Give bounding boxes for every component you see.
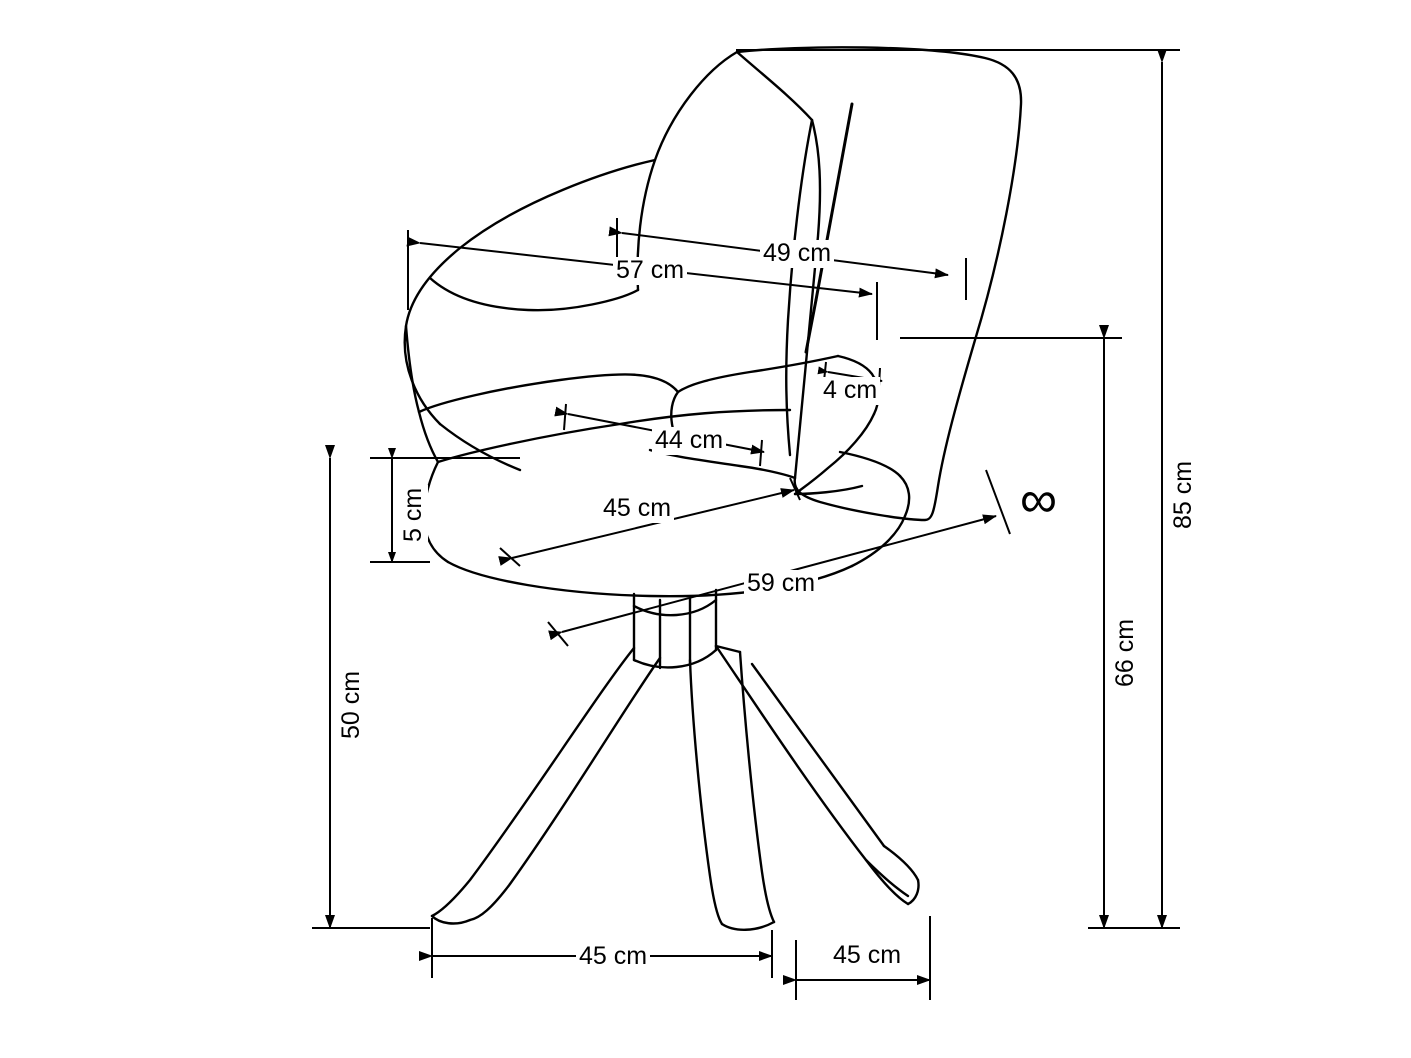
dim-label-4: 4 cm [820, 377, 880, 405]
dim-59-ext-right [986, 470, 1010, 534]
rotation-symbol-icon: ∞ [1020, 471, 1058, 529]
dim-label-59: 59 cm [744, 570, 818, 598]
dim-label-85: 85 cm [1170, 458, 1198, 532]
dim-44-ext-left [564, 404, 566, 430]
dim-59-ext-left [548, 622, 568, 646]
dim-label-50: 50 cm [338, 668, 366, 742]
dim-label-45-base-left: 45 cm [576, 943, 650, 971]
dim-label-44: 44 cm [652, 427, 726, 455]
chair-outline [405, 47, 1021, 929]
dim-label-45-base-right: 45 cm [830, 942, 904, 970]
dim-44-ext-right [760, 440, 762, 466]
dim-label-45-seat: 45 cm [600, 495, 674, 523]
dim-label-5: 5 cm [400, 485, 428, 545]
dim-label-49: 49 cm [760, 240, 834, 268]
dim-label-57: 57 cm [613, 257, 687, 285]
dim-label-66: 66 cm [1112, 616, 1140, 690]
